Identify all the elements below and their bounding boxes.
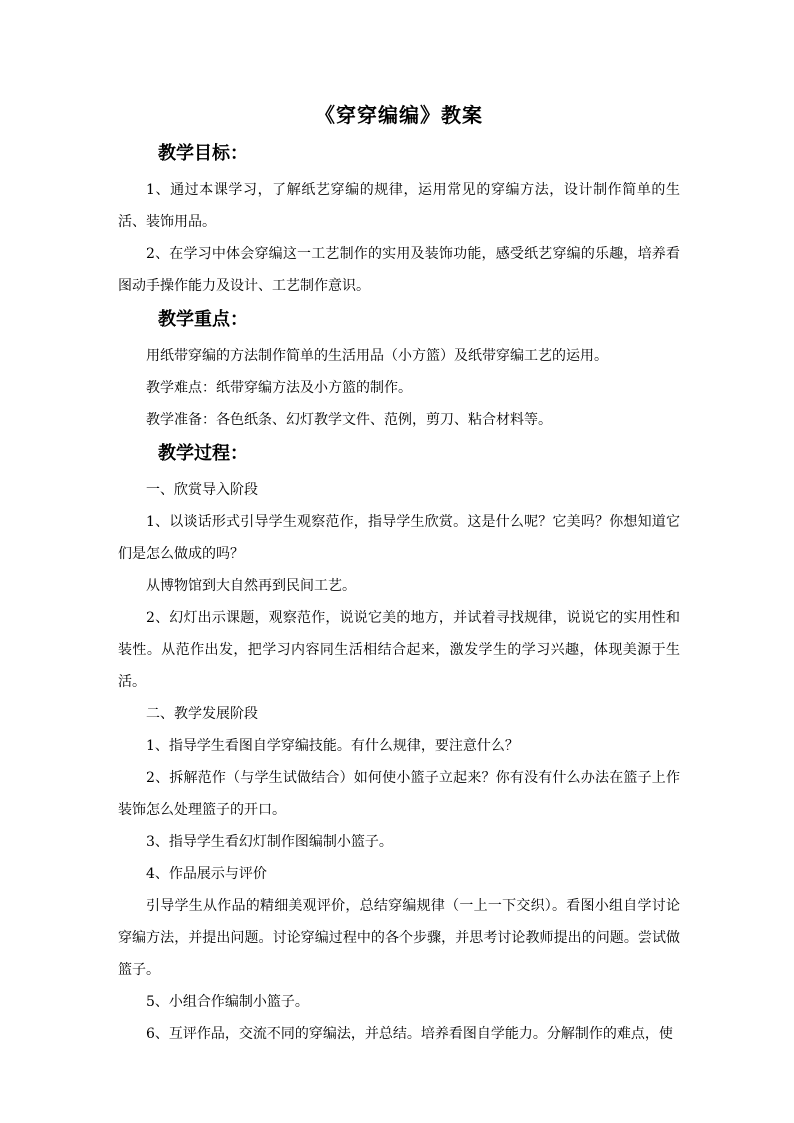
process-item: 2、拆解范作（与学生试做结合）如何使小篮子立起来？你有没有什么办法在篮子上作装饰怎么处理篮子的开口。 <box>118 770 680 818</box>
process-item: 引导学生从作品的精细美观评价，总结穿编规律（一上一下交织）。看图小组自学讨论穿编方法，并提出问题。讨论穿编过程中的各个步骤，并思考讨论教师提出的问题。尝试做篮子。 <box>118 898 680 978</box>
process-stage-2-title: 二、教学发展阶段 <box>146 706 258 722</box>
process-item: 从博物馆到大自然再到民间工艺。 <box>146 578 356 594</box>
heading-teaching-focus: 教学重点： <box>158 309 248 330</box>
focus-item-1: 用纸带穿编的方法制作简单的生活用品（小方篮）及纸带穿编工艺的运用。 <box>146 348 608 364</box>
document-title: 《穿穿编编》教案 <box>315 103 483 127</box>
process-item: 5、小组合作编制小篮子。 <box>146 994 309 1010</box>
process-item: 4、作品展示与评价 <box>146 866 267 882</box>
process-item: 1、以谈话形式引导学生观察范作，指导学生欣赏。这是什么呢？它美吗？你想知道它们是怎么做成的吗？ <box>118 514 680 562</box>
process-item: 3、指导学生看幻灯制作图编制小篮子。 <box>146 834 393 850</box>
process-item: 1、指导学生看图自学穿编技能。有什么规律，要注意什么？ <box>146 738 519 754</box>
heading-teaching-process: 教学过程： <box>158 443 248 464</box>
process-stage-1-title: 一、欣赏导入阶段 <box>146 482 258 498</box>
process-item: 2、幻灯出示课题，观察范作，说说它美的地方，并试着寻找规律，说说它的实用性和装性。从范作出发，把学习内容同生活相结合起来，激发学生的学习兴趣，体现美源于生活。 <box>118 610 680 690</box>
process-item: 6、互评作品，交流不同的穿编法，并总结。培养看图自学能力。分解制作的难点，使 <box>146 1026 673 1042</box>
focus-difficulty: 教学难点：纸带穿编方法及小方篮的制作。 <box>146 380 412 396</box>
heading-teaching-goals: 教学目标： <box>158 143 248 164</box>
document-page <box>118 100 680 1050</box>
goal-item-2: 2、在学习中体会穿编这一工艺制作的实用及装饰功能，感受纸艺穿编的乐趣，培养看图动手操作能力及设计、工艺制作意识。 <box>118 246 680 294</box>
focus-preparation: 教学准备：各色纸条、幻灯教学文件、范例，剪刀、粘合材料等。 <box>146 412 552 428</box>
goal-item-1: 1、通过本课学习，了解纸艺穿编的规律，运用常见的穿编方法，设计制作简单的生活、装饰用品。 <box>118 182 680 230</box>
